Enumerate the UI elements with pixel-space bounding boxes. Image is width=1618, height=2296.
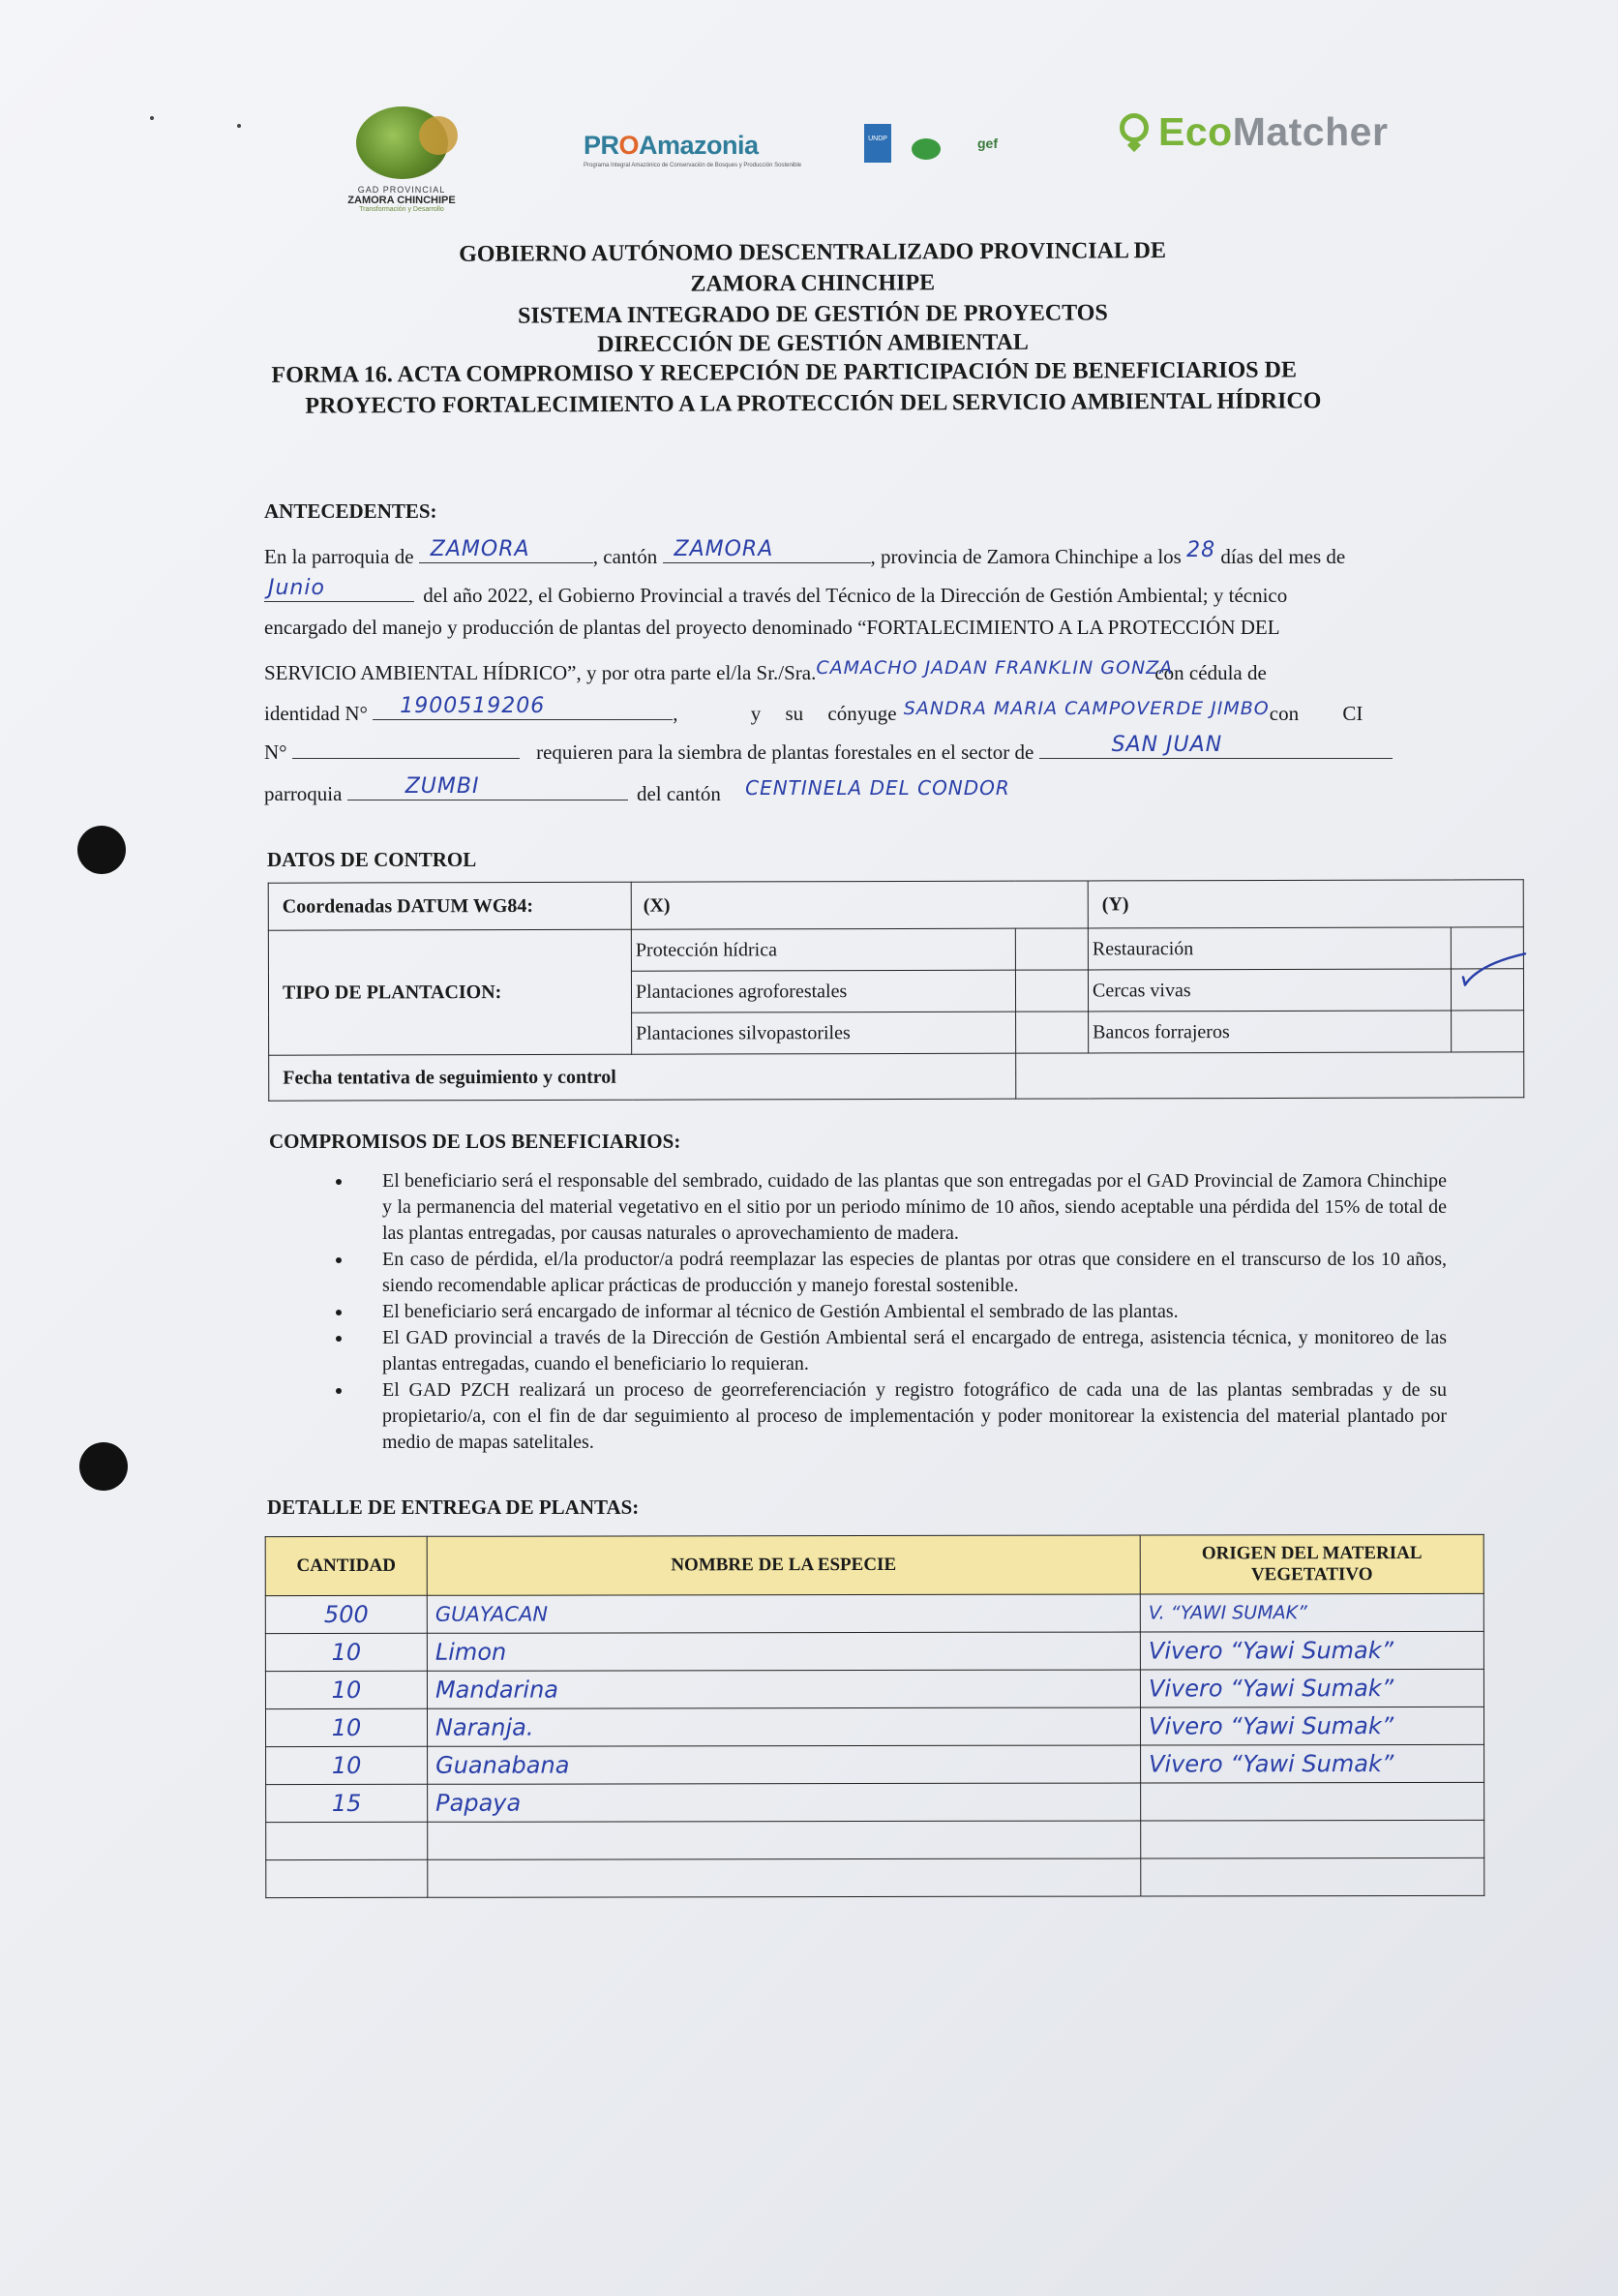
cedula-field[interactable] <box>373 694 673 720</box>
fecha-label: Fecha tentativa de seguimiento y control <box>269 1053 1016 1101</box>
antecedentes-line <box>264 733 1450 765</box>
qty-cell[interactable] <box>266 1859 428 1897</box>
tipo-label: TIPO DE PLANTACION: <box>268 929 631 1055</box>
header-line: FORMA 16. ACTA COMPROMISO Y RECEPCIÓN DE PARTICIPACIÓN DE BENEFICIARIOS DE <box>271 357 1298 388</box>
qty-cell[interactable]: 10 <box>265 1633 427 1671</box>
table-row <box>265 1669 1483 1708</box>
dia-field[interactable] <box>1186 538 1215 563</box>
gef-logo: gef <box>977 136 998 151</box>
table-row <box>266 1744 1484 1784</box>
antecedentes-line: encargado del manejo y producción de plantas del proyecto denominado “FORTALECIMIENTO A LA PROTECCIÓN DEL <box>264 616 1280 639</box>
fecha-field[interactable] <box>1016 1052 1524 1099</box>
antecedentes-title: ANTECEDENTES: <box>264 499 437 523</box>
list-item: • El beneficiario será encargado de informar al técnico de Gestión Ambiental el sembrado de las plantas. <box>353 1299 1447 1325</box>
ecomatcher-eco: Eco <box>1158 109 1233 154</box>
entrega-title: DETALLE DE ENTREGA DE PLANTAS: <box>267 1495 640 1519</box>
compromisos-list <box>315 1168 1447 1456</box>
compromisos-title: COMPROMISOS DE LOS BENEFICIARIOS: <box>269 1130 681 1153</box>
text: días del mes de <box>1220 545 1346 568</box>
ecomatcher-matcher: Matcher <box>1232 109 1389 154</box>
control-title: DATOS DE CONTROL <box>267 848 477 871</box>
conyuge-ci-field[interactable] <box>292 733 520 759</box>
gad-emblem-icon <box>356 106 448 179</box>
opt-silvopastoriles: Plantaciones silvopastoriles <box>632 1012 1016 1054</box>
text: En la parroquia de <box>264 545 414 568</box>
qty-cell[interactable]: 10 <box>266 1746 428 1784</box>
antecedentes-line <box>264 654 1450 685</box>
species-cell[interactable]: Guanabana <box>428 1745 1141 1784</box>
opt-bancos-forrajeros-check[interactable] <box>1452 1011 1524 1052</box>
antecedentes-line <box>264 576 1450 608</box>
text: identidad N° <box>264 702 368 725</box>
species-cell[interactable]: Naranja. <box>427 1707 1140 1746</box>
antecedentes-line <box>264 537 1450 569</box>
species-cell[interactable] <box>428 1858 1141 1897</box>
text: SERVICIO AMBIENTAL HÍDRICO”, y por otra parte el/la Sr./Sra. <box>264 661 817 684</box>
origin-cell[interactable] <box>1141 1782 1484 1821</box>
gad-logo-tagline: Transformación y Desarrollo <box>359 206 444 213</box>
origin-cell[interactable]: Vivero “Yawi Sumak” <box>1140 1631 1483 1670</box>
text: requieren para la siembra de plantas forestales en el sector de <box>536 740 1034 764</box>
origin-cell[interactable]: V. “YAWI SUMAK” <box>1140 1593 1483 1632</box>
y-label: (Y) <box>1101 892 1129 915</box>
canton-field[interactable] <box>663 537 871 563</box>
text: parroquia <box>264 782 343 805</box>
proamazonia-post: Amazonia <box>639 131 759 160</box>
text: , cantón <box>592 545 658 568</box>
canton2-value: CENTINELA DEL CONDOR <box>745 776 1010 800</box>
opt-cercas-vivas-check[interactable] <box>1451 969 1523 1011</box>
paper-mark <box>150 116 154 120</box>
undp-logo <box>864 124 891 163</box>
header-line: SISTEMA INTEGRADO DE GESTIÓN DE PROYECTOS <box>518 300 1108 329</box>
sector-value: SAN JUAN <box>1111 733 1223 757</box>
text: con cédula de <box>1154 661 1267 684</box>
checkmark-icon <box>1461 952 1529 990</box>
canton2-field[interactable] <box>726 775 1045 801</box>
species-cell[interactable]: Papaya <box>428 1783 1141 1822</box>
ecomatcher-logo <box>1118 109 1388 155</box>
document-header <box>242 234 1385 422</box>
mes-value: Junio <box>268 576 325 600</box>
cedula-value: 1900519206 <box>400 694 546 718</box>
x-coordinate-cell[interactable] <box>631 881 1088 929</box>
list-item: • En caso de pérdida, el/la productor/a podrá reemplazar las especies de plantas por otras que considere en el transcurso de los 10 años, siendo recomendable aplicar prácticas de producción y manejo forestal sostenible. <box>353 1247 1447 1299</box>
header-line: PROYECTO FORTALECIMIENTO A LA PROTECCIÓN DEL SERVICIO AMBIENTAL HÍDRICO <box>305 388 1322 419</box>
qty-cell[interactable]: 10 <box>265 1671 427 1708</box>
col-especie: NOMBRE DE LA ESPECIE <box>427 1535 1140 1595</box>
sector-field[interactable] <box>1039 733 1393 759</box>
punch-hole <box>77 826 126 874</box>
species-cell[interactable]: Mandarina <box>427 1670 1140 1708</box>
list-item: • El beneficiario será el responsable del sembrado, cuidado de las plantas que son entregadas por el GAD Provincial de Zamora Chinchipe y la permanencia del material vegetativo en el sitio por un periodo mínimo de 10 años, siendo aceptable una pérdida del 15% de total de las plantas entregadas, por causas naturales o aprovechamiento de madera. <box>353 1168 1447 1247</box>
y-coordinate-cell[interactable] <box>1088 880 1523 928</box>
origin-cell[interactable] <box>1141 1820 1484 1858</box>
location-pin-icon <box>1118 113 1151 152</box>
text: y su cónyuge <box>750 702 897 725</box>
plants-table <box>265 1534 1485 1898</box>
origin-cell[interactable]: Vivero “Yawi Sumak” <box>1140 1669 1483 1707</box>
partner-round-logo <box>912 138 941 160</box>
opt-proteccion-hidrica: Protección hídrica <box>631 928 1015 971</box>
species-cell[interactable]: GUAYACAN <box>427 1594 1140 1633</box>
table-row <box>266 1858 1484 1897</box>
table-row <box>265 1707 1483 1746</box>
antecedentes-line <box>264 694 1450 726</box>
text: , provincia de Zamora Chinchipe a los <box>870 545 1182 568</box>
col-cantidad: CANTIDAD <box>265 1536 427 1595</box>
conyuge-field[interactable] <box>902 695 1270 720</box>
header-line: GOBIERNO AUTÓNOMO DESCENTRALIZADO PROVINCIAL DE <box>459 238 1167 267</box>
proamazonia-pre: PR <box>584 131 619 160</box>
punch-hole <box>79 1442 128 1491</box>
qty-cell[interactable] <box>266 1822 428 1859</box>
table-row <box>265 1631 1483 1671</box>
antecedentes-line <box>264 774 1450 806</box>
undp-text: UNDP <box>868 136 887 142</box>
header-line: DIRECCIÓN DE GESTIÓN AMBIENTAL <box>597 329 1029 358</box>
beneficiario-name-field[interactable] <box>816 654 1174 680</box>
parroquia-value: ZAMORA <box>430 537 530 561</box>
text: del año 2022, el Gobierno Provincial a través del Técnico de la Dirección de Gestión Ambiental; y técnico <box>423 584 1288 607</box>
control-table <box>268 879 1525 1101</box>
proamazonia-logo <box>584 131 801 168</box>
gad-logo-line1: GAD PROVINCIAL <box>357 185 446 195</box>
list-item: • El GAD provincial a través de la Dirección de Gestión Ambiental será el encargado de entrega, asistencia técnica, y monitoreo de las plantas entregadas, cuando el beneficiario lo requieran. <box>353 1325 1447 1377</box>
beneficiario-name-value: CAMACHO JADAN FRANKLIN GONZA <box>816 657 1174 679</box>
conyuge-value: SANDRA MARIA CAMPOVERDE JIMBO <box>903 698 1270 719</box>
table-row <box>266 1820 1484 1859</box>
dia-value: 28 <box>1186 538 1216 562</box>
mes-field[interactable] <box>264 576 414 602</box>
table-row <box>265 1593 1483 1633</box>
origin-cell[interactable]: Vivero “Yawi Sumak” <box>1140 1707 1483 1745</box>
opt-proteccion-hidrica-check[interactable] <box>1015 928 1088 970</box>
header-line: ZAMORA CHINCHIPE <box>690 270 936 297</box>
parroquia-field[interactable] <box>419 537 593 563</box>
canton-value: ZAMORA <box>674 537 774 561</box>
list-item: • El GAD PZCH realizará un proceso de georreferenciación y registro fotográfico de cada una de las plantas sembradas y de su propietario/a, con el fin de dar seguimiento al proceso de implementación y poder monitorear la existencia del material plantado por medio de mapas satelitales. <box>353 1377 1447 1456</box>
origin-cell[interactable] <box>1141 1858 1484 1896</box>
gad-logo-line2: ZAMORA CHINCHIPE <box>347 195 456 206</box>
species-cell[interactable]: Limon <box>427 1632 1140 1671</box>
gad-logo <box>329 106 474 213</box>
opt-agroforestales-check[interactable] <box>1015 970 1088 1012</box>
origin-cell[interactable]: Vivero “Yawi Sumak” <box>1141 1744 1484 1783</box>
proamazonia-o: O <box>618 131 640 160</box>
text: , <box>673 702 678 725</box>
species-cell[interactable] <box>428 1821 1141 1859</box>
paper-mark <box>237 124 241 128</box>
opt-bancos-forrajeros: Bancos forrajeros <box>1089 1011 1452 1053</box>
opt-restauracion: Restauración <box>1088 927 1451 970</box>
qty-cell[interactable]: 500 <box>265 1595 427 1633</box>
col-origen: ORIGEN DEL MATERIAL VEGETATIVO <box>1140 1534 1483 1594</box>
x-label: (X) <box>643 894 671 917</box>
opt-cercas-vivas: Cercas vivas <box>1088 969 1451 1012</box>
opt-silvopastoriles-check[interactable] <box>1016 1012 1089 1053</box>
qty-cell[interactable]: 15 <box>266 1784 428 1822</box>
text: del cantón <box>636 782 721 805</box>
qty-cell[interactable]: 10 <box>265 1708 427 1746</box>
coords-label: Coordenadas DATUM WG84: <box>268 882 631 930</box>
table-row <box>266 1782 1484 1822</box>
parroquia2-field[interactable] <box>347 774 628 801</box>
parroquia2-value: ZUMBI <box>404 774 480 799</box>
opt-agroforestales: Plantaciones agroforestales <box>631 970 1015 1012</box>
proamazonia-tagline: Programa Integral Amazónico de Conservación de Bosques y Producción Sostenible <box>584 163 802 168</box>
text: N° <box>264 740 287 764</box>
text: con CI <box>1269 702 1363 725</box>
